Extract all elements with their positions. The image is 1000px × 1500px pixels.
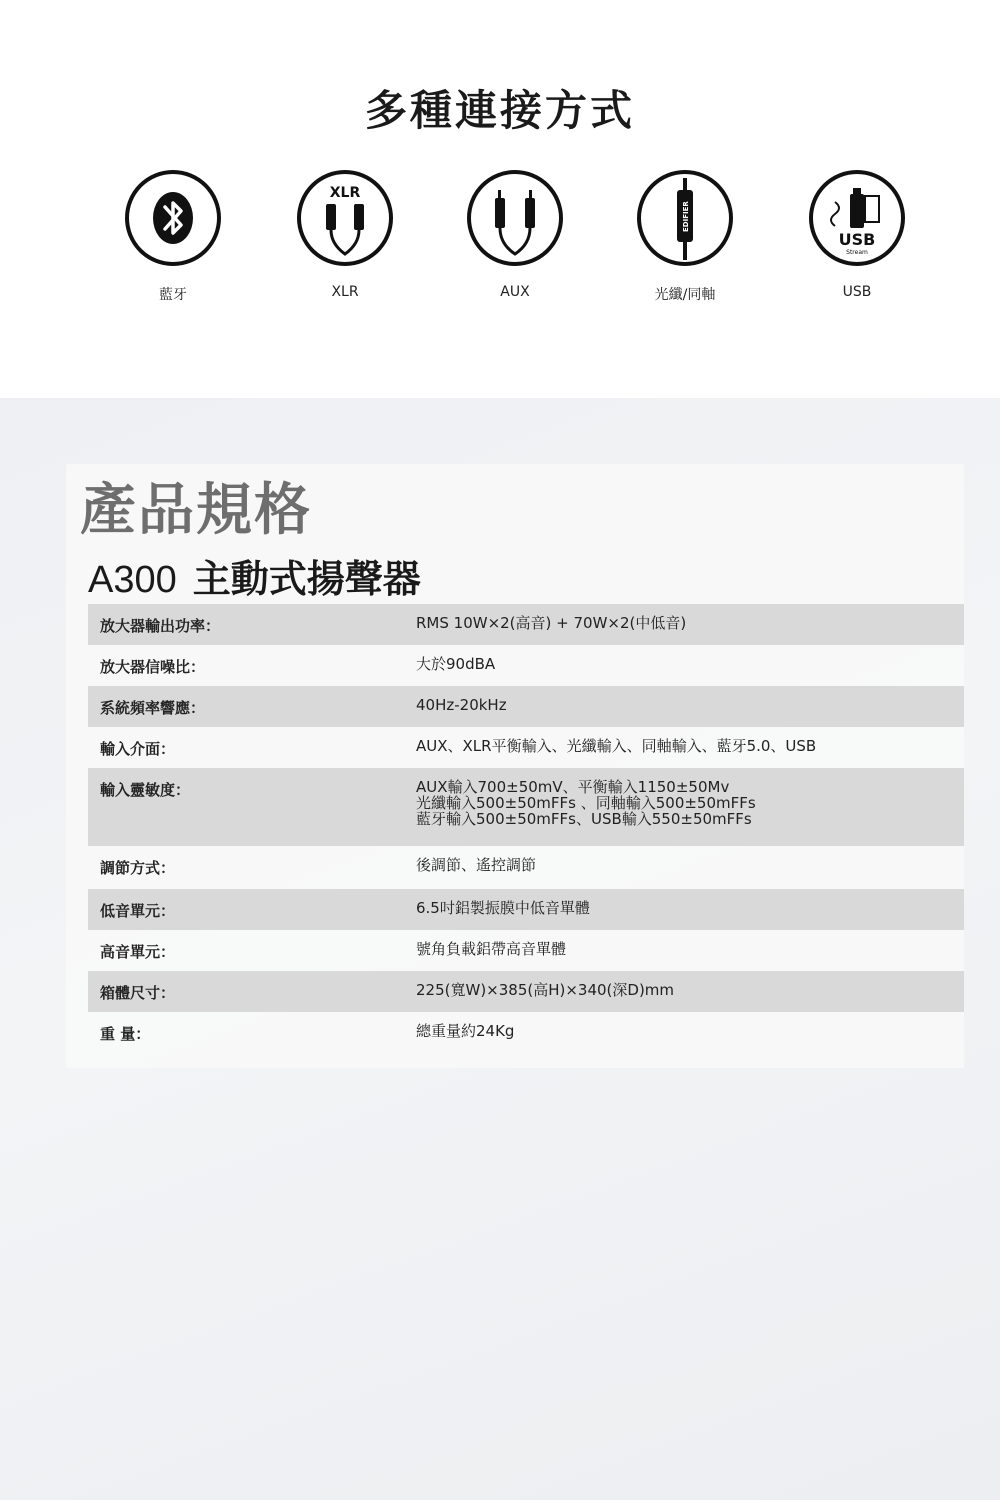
connection-label: XLR	[331, 284, 359, 300]
spec-label: 輸入介面：	[100, 740, 176, 758]
spec-row	[88, 1012, 964, 1053]
spec-value: 225(寬W)×385(高H)×340(深D)mm	[416, 981, 675, 999]
xlr-cable-icon	[297, 170, 393, 266]
spec-label: 箱體尺寸：	[100, 984, 176, 1002]
connection-usb	[802, 170, 912, 300]
specs-panel	[66, 464, 964, 1068]
connection-xlr	[290, 170, 400, 300]
spec-row	[88, 645, 964, 686]
spec-row	[88, 727, 964, 768]
bluetooth-icon	[125, 170, 221, 266]
spec-label: 系統頻率響應：	[100, 699, 206, 717]
spec-value: 號角負載鋁帶高音單體	[416, 940, 567, 958]
connection-optical	[630, 170, 740, 304]
usb-icon	[809, 170, 905, 266]
spec-row	[88, 846, 964, 889]
spec-label: 低音單元：	[100, 902, 176, 920]
spec-row	[88, 686, 964, 727]
usb-icon-subtext: Stream	[846, 249, 868, 256]
specs-title: 產品規格	[80, 478, 312, 543]
spec-value: 後調節、遙控調節	[416, 856, 537, 874]
product-model: A300	[88, 559, 177, 601]
spec-row	[88, 930, 964, 971]
spec-label: 重 量：	[100, 1025, 151, 1043]
spec-value: 40Hz-20kHz	[416, 696, 507, 714]
connection-label: AUX	[500, 284, 530, 300]
specs-table	[88, 604, 964, 1053]
spec-value: AUX、XLR平衡輸入、光纖輸入、同軸輸入、藍牙5.0、USB	[416, 737, 817, 755]
product-title	[88, 548, 421, 603]
spec-row	[88, 604, 964, 645]
optical-icon-text: EDIFIER	[682, 201, 690, 232]
spec-row	[88, 971, 964, 1012]
spec-label: 放大器信噪比：	[100, 658, 206, 676]
product-name: 主動式揚聲器	[192, 557, 421, 601]
spec-value: 總重量約24Kg	[416, 1022, 515, 1040]
connection-icons	[0, 170, 1000, 320]
spec-label: 高音單元：	[100, 943, 176, 961]
spec-value: AUX輸入700±50mV、平衡輸入1150±50Mv 光纖輸入500±50mFFs 、同軸輸入500±50mFFs 藍牙輸入500±50mFFs、USB輸入550±50mFFs	[416, 778, 756, 828]
optical-cable-icon	[637, 170, 733, 266]
spec-label: 調節方式：	[100, 859, 176, 877]
specs-section	[0, 398, 1000, 1500]
spec-value: 6.5吋鋁製振膜中低音單體	[416, 899, 590, 917]
spec-value: RMS 10W×2(高音) + 70W×2(中低音)	[416, 614, 687, 632]
usb-icon-text: USB	[838, 230, 876, 249]
spec-label: 輸入靈敏度：	[100, 781, 191, 799]
connection-label: 光纖/同軸	[654, 287, 716, 303]
spec-label: 放大器輸出功率：	[100, 617, 221, 635]
spec-row	[88, 889, 964, 930]
connections-section	[0, 0, 1000, 398]
xlr-icon-text: XLR	[329, 185, 361, 201]
aux-cable-icon	[467, 170, 563, 266]
connection-label: 藍牙	[159, 287, 187, 303]
spec-row	[88, 768, 964, 846]
connection-aux	[460, 170, 570, 300]
connections-heading: 多種連接方式	[364, 86, 635, 135]
spec-value: 大於90dBA	[416, 655, 496, 673]
connection-bluetooth	[118, 170, 228, 304]
connection-label: USB	[842, 284, 872, 300]
